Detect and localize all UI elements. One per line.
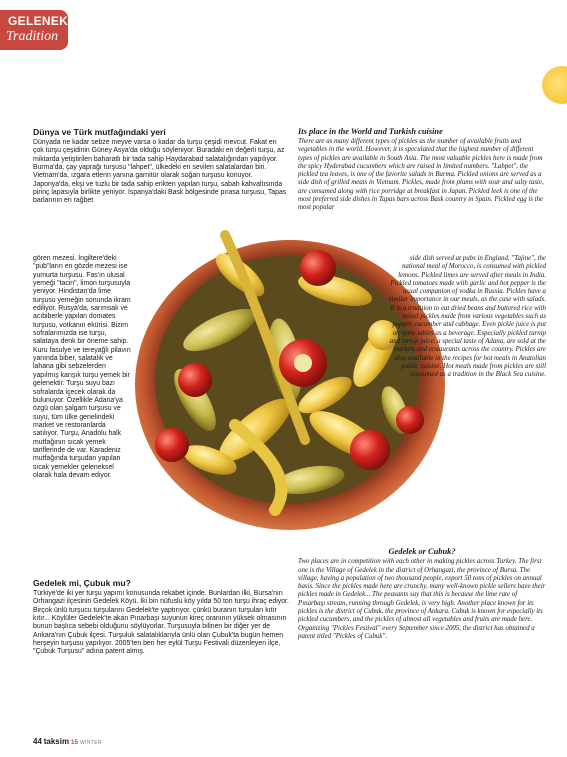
paragraph-world-turkish-cont: gören mezesi. İngiltere'deki "pub"ların en gözde mezesi ise yumurta turşusu. Fas'ın ulusal yemeği "tacin", limon turşusuyla yeniyor. Hindistan'da lime turşusu yemeğin sonunda ikram ediliyor. Rusya'da, sarımsak ve acıbiberle yapılan domates turşusu, votkanın ekürisi. Bizim sofralarımızda ise turşu, salataya denk bir öneme sahip. Kuru fasulye ve tereyağlı pilavın yanında biber, salatalık ve lahana gibi sebzelerden yapılmış karışık turşu yemek bir gelenektir. Turşu suyu bazı sofralarda içecek olarak da bulunuyor. Özellikle Adana'ya özgü olan şalgam turşusu ve suyu, tüm ülke genelindeki market ve restoranlarda satılıyor. Turşu, Anadolu halk mutfağının sıcak yemek tariflerinde de var. Karadeniz mutfağında turşudan yapılan sıcak yemekler geleneksel olarak hala devam ediyor.	[33, 255, 131, 479]
paragraph-world-english: There are as many different types of pickles as the number of available fruits and vegetables in the world. However, it is speculated that the highest number of different types of pickles are available in South Asia. The most valuable pickles here is made from the spicy Hyderabad cucumbers which are raised in limited numbers. "Lahpet", the pickled tea leaves, is one of the favorite salads in Burma. Pickled onions are served as a side dish of grilled meats in Vietnam. Pickles, made from plums with sour and salty taste, are consumed along with rice porridge at breakfast in Japan. Pickled leek is one of the most preferred side dishes in Tapas bars across Bask country in Spain. Pickled egg is the most popular	[298, 138, 544, 212]
heading-gedelek-or-cubuk: Gedelek or Cubuk?	[388, 547, 456, 556]
turkish-text-column	[33, 127, 289, 206]
section-title-tr: GELENEK	[8, 14, 69, 28]
heading-world-english: Its place in the World and Turkish cuisine	[298, 127, 443, 136]
paragraph-gedelek-cubuk: Türkiye'de iki yer turşu yapımı konusunda rekabet içinde. Bunlardan ilki, Bursa'nın Orhangazi ilçesinin Gedelek Köyü. İki bin nüfuslu köy yılda 50 ton turşu ihraç ediyor. Birçok ünlü turşucu turşularını Gedelek'te yaptırıyor, çünkü buranın turşuları kıtır kıtır... Köylüler Gedelek'te akan Pınarbaşı suyunun kireç oranının yüksek olmasının bunun başlıca sebebi olduğunu söylüyorlar. Turşusuyla bilinen bir diğer yer de Ankara'nın Çubuk ilçesi. Turşuluk salatalıklarıyla ünlü olan Çubuk'ta bugün hemen herşeyin turşusu yapılıyor. 2005'ten beri her eylül Turşu Festivali düzenleyen ilçe, "Çubuk Turşusu" adına patent almış.	[33, 590, 289, 656]
section-title-en: Tradition	[6, 29, 59, 44]
section-tab	[0, 10, 68, 50]
paragraph-gedelek-or-cubuk: Two places are in competition with each other in making pickles across Turkey. The first one is the Village of Gedelek in the district of Orhangazi, the province of Bursa. The village, having a population of two thousand people, export 50 tons of pickles on annual basis. Since the pickles made here are crunchy, many well-known pickle sellers have their pickles made in Gedelek... The peasants say that this is because the lime rate of Pınarbaşı stream, running through Gedelek, is very high. Another place known for its pickles is the district of Cubuk, the province of Ankara. Cubuk is known for especially its pickled cucumbers, and the pickles of almost all vegetables and fruits are made here. Organizing "Pickles Festival" every September since 2005, the district has obtained a patent titled "Pickles of Cubuk".	[298, 558, 546, 640]
turkish-text-wrap	[33, 255, 133, 480]
page-number: 44	[33, 737, 42, 746]
issue-label: WINTER	[79, 740, 103, 746]
page-footer	[33, 737, 102, 746]
english-text-wrap	[388, 255, 546, 379]
english-text-bottom	[298, 548, 546, 641]
turkish-text-bottom	[33, 578, 289, 657]
issue-number: 15	[70, 739, 79, 746]
english-text-column	[298, 127, 546, 213]
edge-fruit-image	[542, 66, 567, 104]
heading-world-turkish: Dünya ve Türk mutfağındaki yeri	[33, 127, 166, 137]
paragraph-world-turkish: Dünyada ne kadar sebze meyve varsa o kadar da turşu çeşidi mevcut. Fakat en çok turşu çeşidinin Güney Asya'da olduğu söyleniyor. Buradaki en değerli turşu, az miktarda yetiştirilen baharatlı bir tada sahip Haydarabad salatalığından yapılıyor. Burma'da, çay yaprağı turşusu "lahpet", ülkedeki en sevilen salatalardan biri. Vietnam'da, ızgara etlerin yanına garnitür olarak soğan turşusu konuyor. Japonya'da, ekşi ve tuzlu bir tada sahip erikten yapılan turşu, sabah kahvaltısında pirinç lapasıyla birlikte yeniyor. İspanya'daki Bask bölgesinde pırasa turşusu, Tapas barlarının en rağbet	[33, 139, 287, 205]
paragraph-world-english-cont: side dish served at pubs in England. "Tajine", the national meal of Morocco, is consumed with pickled lemons. Pickled limes are served after meals in India. Pickled tomatoes made with garlic and hot pepper is the usual companion of vodka in Russia. Pickles have a similar importance in our meals, as the case with salads. It is a tradition to eat dried beans and buttered rice with mixed pickles made from various vegetables such as pepper, cucumber and cabbage. Even pickle juice is put on some tables as a beverage. Especially pickled turnip and turnip juice, a special taste of Adana, are sold at the markets and restaurants across the country. Pickles are also available in the recipes for hot meals in Anatolian public cuisine. Hot meals made from pickles are still consumed as a tradition in the Black Sea cuisine.	[388, 255, 546, 379]
heading-gedelek-cubuk: Gedelek mi, Çubuk mu?	[33, 578, 131, 588]
magazine-name: taksim	[43, 737, 70, 746]
